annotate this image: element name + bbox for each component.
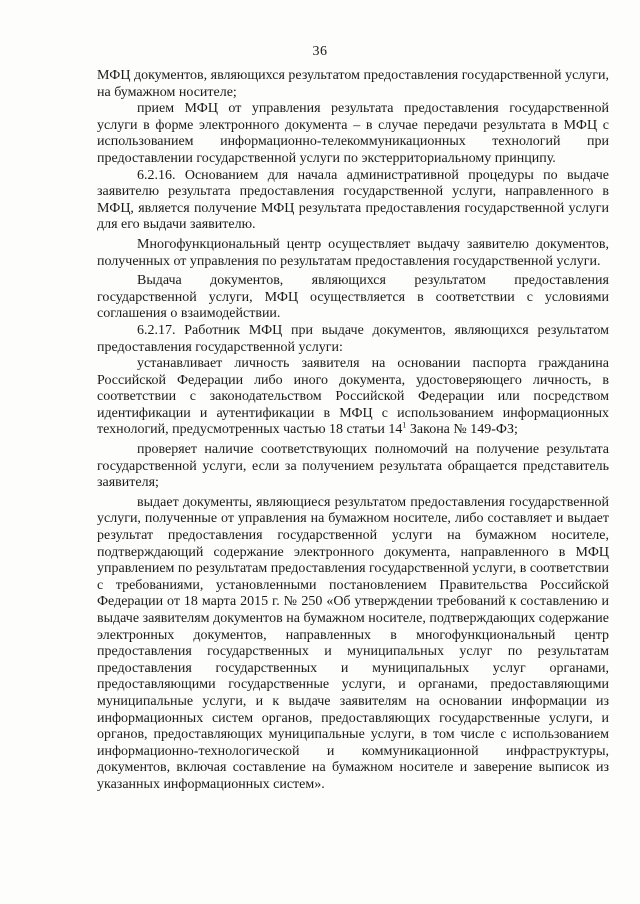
paragraph-6-2-17: 6.2.17. Работник МФЦ при выдаче документов, являющихся результатом предоставления государственной услуги: bbox=[97, 322, 609, 355]
paragraph-continuation: МФЦ документов, являющихся результатом предоставления государственной услуги, на бумажном носителе; bbox=[97, 68, 609, 100]
identity-text-before: устанавливает личность заявителя на основании паспорта гражданина Российской Федерации либо иного документа, удостоверяющего личность, в соответствии с законодательством Российской Федерации или посредством идентификации и аутентификации в МФЦ с использованием информационных технологий, предусмотренных частью 18 статьи 14 bbox=[97, 356, 609, 438]
paragraph-mfc-issues: Многофункциональный центр осуществляет выдачу заявителю документов, полученных от управления по результатам предоставления государственной услуги. bbox=[97, 236, 609, 269]
paragraph-authority-check: проверяет наличие соответствующих полномочий на получение результата государственной услуги, если за получением результата обращается представитель заявителя; bbox=[97, 442, 609, 491]
document-body bbox=[97, 68, 609, 794]
paragraph-6-2-16: 6.2.16. Основанием для начала административной процедуры по выдаче заявителю результата предоставления государственной услуги, направленного в МФЦ, является получение МФЦ результата предоставления государственной услуги для его выдачи заявителю. bbox=[97, 167, 609, 233]
paragraph-receipt-electronic: прием МФЦ от управления результата предоставления государственной услуги в форме электронного документа – в случае передачи результата в МФЦ с использованием информационно-телекоммуникационных технологий при предоставлении государственной услуги по экстерриториальному принципу. bbox=[97, 101, 609, 166]
paragraph-issues-documents: выдает документы, являющиеся результатом предоставления государственной услуги, полученные от управления на бумажном носителе, либо составляет и выдает результат предоставления государственной услуги на бумажном носителе, подтверждающий содержание электронного документа, направленного в МФЦ управлением по результатам предоставления государственной услуги, в соответствии с требованиями, установленными постановлением Правительства Российской Федерации от 18 марта 2015 г. № 250 «Об утверждении требований к составлению и выдаче заявителям документов на бумажном носителе, подтверждающих содержание электронных документов, направленных в многофункциональный центр предоставления государственных и муниципальных услуг по результатам предоставления государственных и муниципальных услуг органами, предоставляющими государственные услуги, и органами, предоставляющими муниципальные услуги, и к выдаче заявителям на основании информации из информационных систем органов, предоставляющих государственные услуги, и органов, предоставляющих муниципальные услуги, в том числе с использованием информационно-технологической и коммуникационной инфраструктуры, документов, включая составление на бумажном носителе и заверение выписок из указанных информационных систем». bbox=[97, 494, 609, 792]
paragraph-issuance-agreement: Выдача документов, являющихся результатом предоставления государственной услуги, МФЦ осуществляется в соответствии с условиями соглашения о взаимодействии. bbox=[97, 273, 609, 322]
identity-text-after: Закона № 149-ФЗ; bbox=[406, 422, 518, 438]
paragraph-identity-check bbox=[97, 356, 609, 439]
article-superscript: 1 bbox=[402, 420, 407, 430]
page-number: 36 bbox=[312, 44, 328, 59]
